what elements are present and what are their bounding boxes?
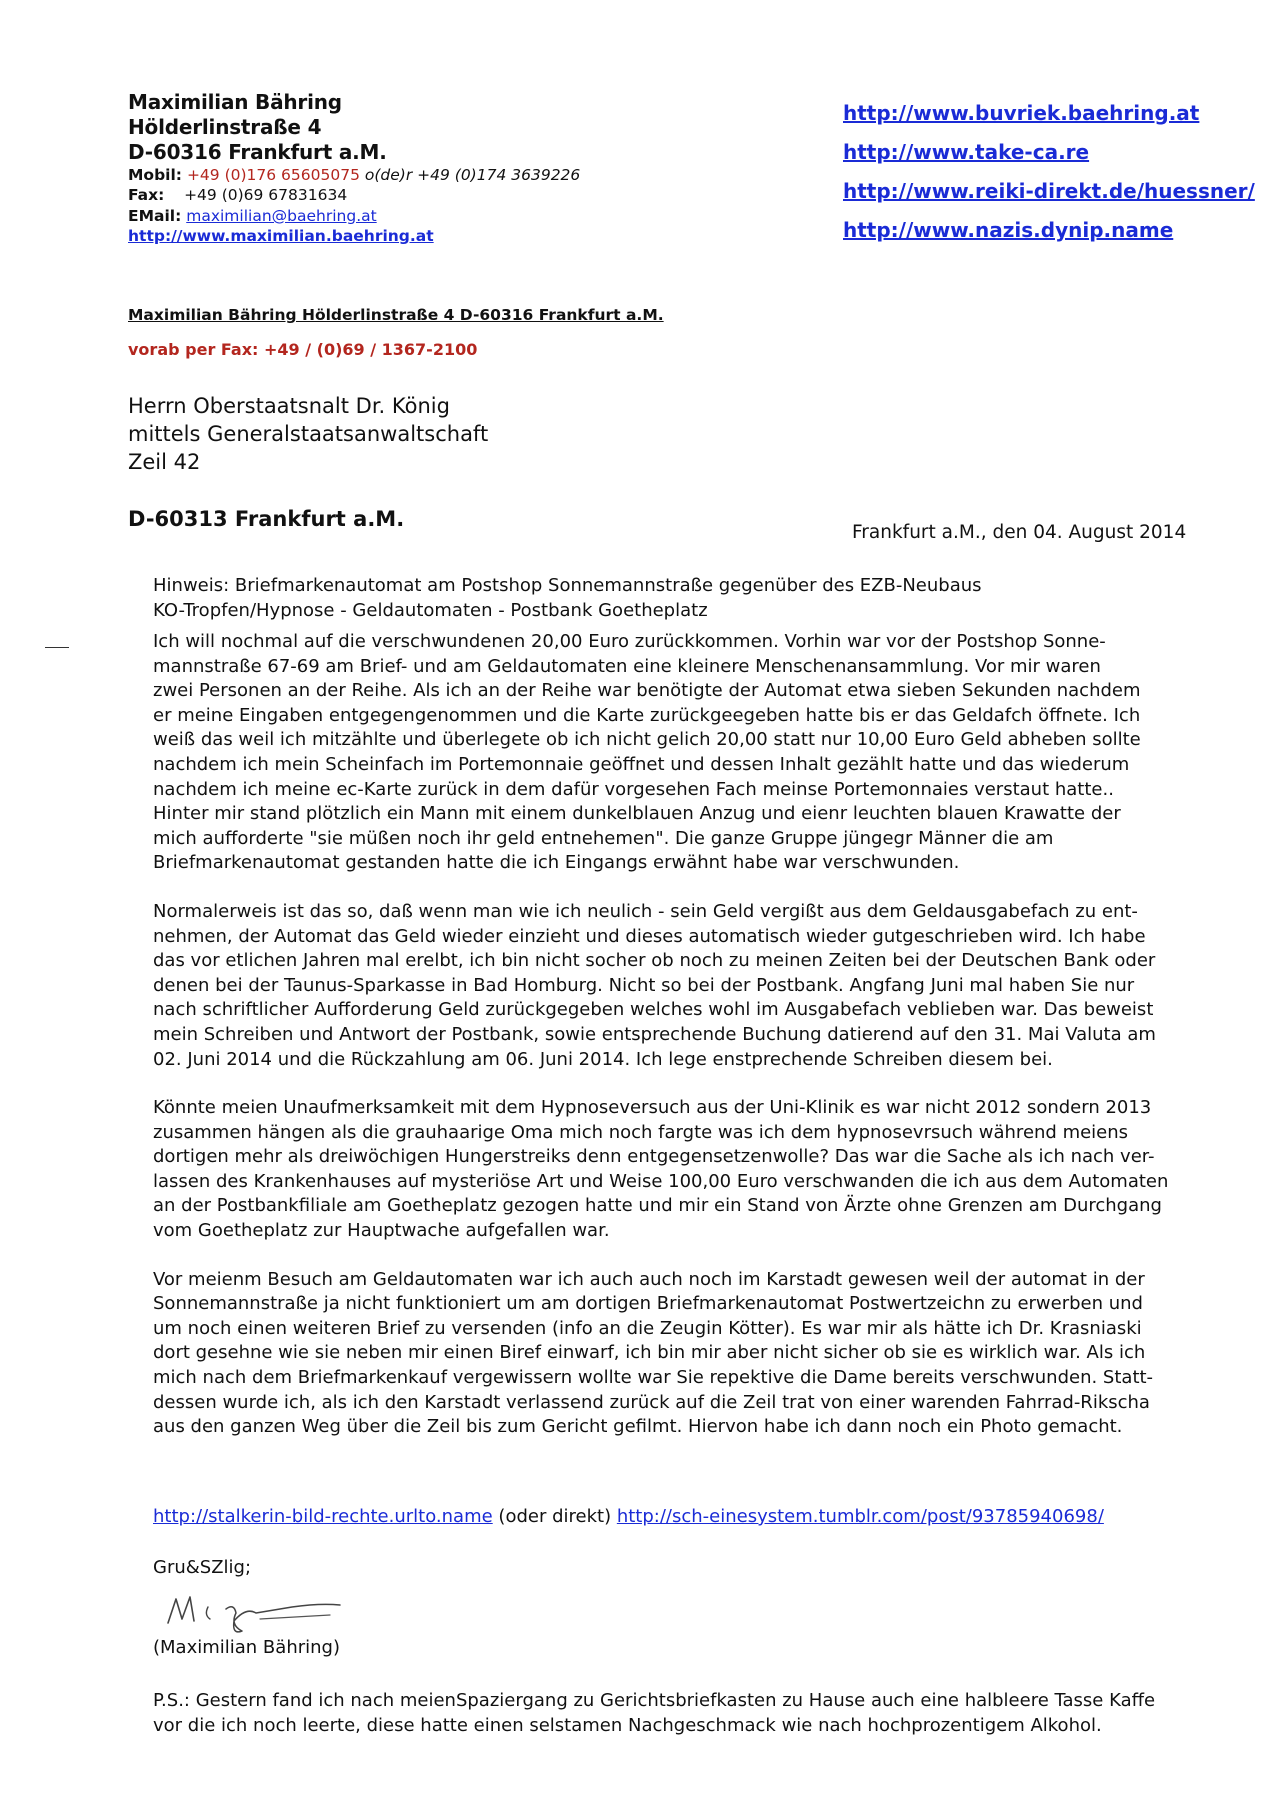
paragraph-1: [153, 630, 1193, 876]
recipient-line-3: Zeil 42: [128, 450, 201, 474]
recipient-block: [128, 392, 488, 476]
paragraph-line: Normalerweis ist das so, daß wenn man wie ich neulich - sein Geld vergißt aus dem Geldausgabefach zu ent-: [153, 900, 1138, 922]
paragraph-line: nach schriftlicher Aufforderung Geld zurückgegeben welches wohl im Ausgabefach veblieben war. Das beweist: [153, 999, 1154, 1021]
paragraph-line: denen bei der Taunus-Sparkasse in Bad Homburg. Nicht so bei der Postbank. Angfang Juni mal haben Sie nur: [153, 974, 1135, 996]
paragraph-line: vom Goetheplatz zur Hauptwache aufgefallen war.: [153, 1220, 610, 1242]
sender-street: Hölderlinstraße 4: [128, 115, 322, 139]
subject-line-1: Hinweis: Briefmarkenautomat am Postshop Sonnemannstraße gegenüber des EZB-Neubaus: [153, 575, 982, 596]
return-address: Maximilian Bähring Hölderlinstraße 4 D-60316 Frankfurt a.M.: [128, 306, 664, 324]
sender-website-line: [128, 226, 580, 246]
handwritten-signature: [160, 1585, 360, 1641]
links-line: [153, 1506, 1104, 1527]
paragraph-line: zusammen hängen als die grauhaarige Oma mich noch fargte was ich dem hypnosevrsuch während meiens: [153, 1121, 1129, 1143]
paragraph-line: aus den ganzen Weg über die Zeil bis zum Gericht gefilmt. Hiervon habe ich dann noch ein Photo gemacht.: [153, 1416, 1123, 1438]
paragraph-line: er meine Eingaben entgegengenommen und die Karte zurückgeegeben hatte bis er das Geldafch öffnete. Ich: [153, 704, 1141, 726]
tumblr-link[interactable]: http://sch-einesystem.tumblr.com/post/93785940698/: [616, 1506, 1104, 1527]
postscript: [153, 1688, 1155, 1738]
fold-mark: [45, 647, 69, 648]
paragraph-line: mannstraße 67-69 am Brief- und am Geldautomaten eine kleinere Menschenansammlung. Vor mir waren: [153, 655, 1101, 677]
sender-city: D-60316 Frankfurt a.M.: [128, 140, 387, 164]
recipient-line-1: Herrn Oberstaatsnalt Dr. König: [128, 394, 450, 418]
paragraph-line: das vor etlichen Jahren mal erelbt, ich bin nicht socher ob noch zu meinen Zeiten bei der Deutschen Bank oder: [153, 950, 1156, 972]
sender-email-line: [128, 206, 580, 226]
right-links: [843, 100, 1255, 256]
recipient-line-2: mittels Generalstaatsanwaltschaft: [128, 422, 489, 446]
paragraph-line: nachdem ich mein Scheinfach im Portemonnaie geöffnet und dessen Inhalt gezählt hatte und das wiederum: [153, 753, 1130, 775]
links-middle-text: (oder direkt): [492, 1506, 617, 1527]
paragraph-line: Briefmarkenautomat gestanden hatte die ich Eingangs erwähnt habe war verschwunden.: [153, 852, 960, 874]
paragraph-line: lassen des Krankenhauses auf mysteriöse Art und Weise 100,00 Euro verschwanden die ich aus dem Automaten: [153, 1170, 1169, 1192]
paragraph-line: dortigen mehr als dreiwöchigen Hungerstreiks denn entgegensetzenwolle? Das war die Sache als ich nach ver-: [153, 1146, 1155, 1168]
email-label: EMail:: [128, 206, 182, 225]
fax-value: +49 (0)69 67831634: [184, 186, 348, 205]
mobil-alt: +49 (0)174 3639226: [417, 166, 581, 184]
right-link-3[interactable]: http://www.reiki-direkt.de/huessner/: [843, 179, 1255, 203]
paragraph-line: dessen wurde ich, als ich den Karstadt verlassend zurück auf die Zeil trat von einer warenden Fahrrad-Rikscha: [153, 1391, 1150, 1413]
paragraph-line: dort gesehne wie sie neben mir einen Biref einwarf, ich bin mir aber nicht sicher ob sie es wirklich war. Als ich: [153, 1342, 1146, 1364]
right-link-1[interactable]: http://www.buvriek.baehring.at: [843, 101, 1200, 125]
subject-block: [153, 573, 982, 623]
paragraph-line: 02. Juni 2014 und die Rückzahlung am 06. Juni 2014. Ich lege enstprechende Schreiben diesem bei.: [153, 1048, 1053, 1070]
greeting: Gru&SZlig;: [153, 1557, 252, 1578]
sender-name: Maximilian Bähring: [128, 90, 342, 114]
letter-date: Frankfurt a.M., den 04. August 2014: [852, 522, 1187, 543]
website-link[interactable]: http://www.maximilian.baehring.at: [128, 227, 434, 246]
paragraph-line: Ich will nochmal auf die verschwundenen 20,00 Euro zurückkommen. Vorhin war vor der Postshop Sonne-: [153, 631, 1106, 652]
mobil-value: +49 (0)176 65605075: [186, 166, 360, 184]
ps-line-2: vor die ich noch leerte, diese hatte einen selstamen Nachgeschmack wie nach hochprozentigem Alkohol.: [153, 1715, 1102, 1736]
paragraph-line: Vor meienm Besuch am Geldautomaten war ich auch auch noch im Karstadt gewesen weil der automat in der: [153, 1268, 1145, 1290]
ps-line-1: P.S.: Gestern fand ich nach meienSpaziergang zu Gerichtsbriefkasten zu Hause auch eine halbleere Tasse Kaffe: [153, 1690, 1156, 1711]
sender-block: [128, 90, 580, 247]
paragraph-line: Hinter mir stand plötzlich ein Mann mit einem dunkelblauen Anzug und eienr leuchten blauen Krawatte der: [153, 803, 1121, 825]
paragraph-2: [153, 900, 1193, 1072]
fax-label: Fax:: [128, 186, 165, 205]
paragraph-line: Könnte meien Unaufmerksamkeit mit dem Hypnoseversuch aus der Uni-Klinik es war nicht 2012 sondern 2013: [153, 1097, 1152, 1119]
sender-fax-line: [128, 185, 580, 205]
paragraph-4: [153, 1268, 1193, 1440]
mobil-label: Mobil:: [128, 166, 182, 184]
letter-body: [153, 630, 1193, 1464]
paragraph-line: um noch einen weiteren Brief zu versenden (info an die Zeugin Kötter). Es war mir als hätte ich Dr. Krasniaski: [153, 1317, 1142, 1339]
paragraph-line: mich aufforderte "sie müßen noch ihr geld entnehemen". Die ganze Gruppe jüngegr Männer die am: [153, 827, 1054, 849]
sender-mobil-line: [128, 165, 580, 185]
fax-notice: vorab per Fax: +49 / (0)69 / 1367-2100: [128, 340, 478, 359]
paragraph-line: nehmen, der Automat das Geld wieder einzieht und dieses automatisch wieder gutgeschrieben wird. Ich habe: [153, 925, 1146, 947]
paragraph-3: [153, 1096, 1193, 1244]
right-link-2[interactable]: http://www.take-ca.re: [843, 140, 1090, 164]
mobil-separator: o(de)r: [364, 166, 413, 184]
paragraph-line: mich nach dem Briefmarkenkauf vergewissern wollte war Sie repektive die Dame bereits verschwunden. Statt-: [153, 1367, 1154, 1389]
stalkerin-link[interactable]: http://stalkerin-bild-rechte.urlto.name: [153, 1506, 493, 1527]
paragraph-line: Sonnemannstraße ja nicht funktioniert um am dortigen Briefmarkenautomat Postwertzeichn zu erwerben und: [153, 1293, 1143, 1315]
signature-name: (Maximilian Bähring): [153, 1637, 340, 1658]
recipient-city: D-60313 Frankfurt a.M.: [128, 507, 405, 531]
paragraph-line: an der Postbankfiliale am Goetheplatz gezogen hatte und mir ein Stand von Ärzte ohne Grenzen am Durchgang: [153, 1195, 1162, 1217]
paragraph-line: nachdem ich meine ec-Karte zurück in dem dafür vorgesehen Fach meinse Portemonnaies verstaut hatte..: [153, 778, 1114, 800]
paragraph-line: mein Schreiben und Antwort der Postbank, sowie entsprechende Buchung datierend auf den 31. Mai Valuta am: [153, 1023, 1156, 1045]
paragraph-line: weiß das weil ich mitzählte und überlegete ob ich nicht gelich 20,00 statt nur 10,00 Euro Geld abheben sollte: [153, 729, 1141, 751]
subject-line-2: KO-Tropfen/Hypnose - Geldautomaten - Postbank Goetheplatz: [153, 600, 708, 621]
right-link-4[interactable]: http://www.nazis.dynip.name: [843, 218, 1174, 242]
email-link[interactable]: maximilian@baehring.at: [186, 206, 377, 225]
paragraph-line: zwei Personen an der Reihe. Als ich an der Reihe war benötigte der Automat etwa sieben Sekunden nachdem: [153, 680, 1141, 702]
